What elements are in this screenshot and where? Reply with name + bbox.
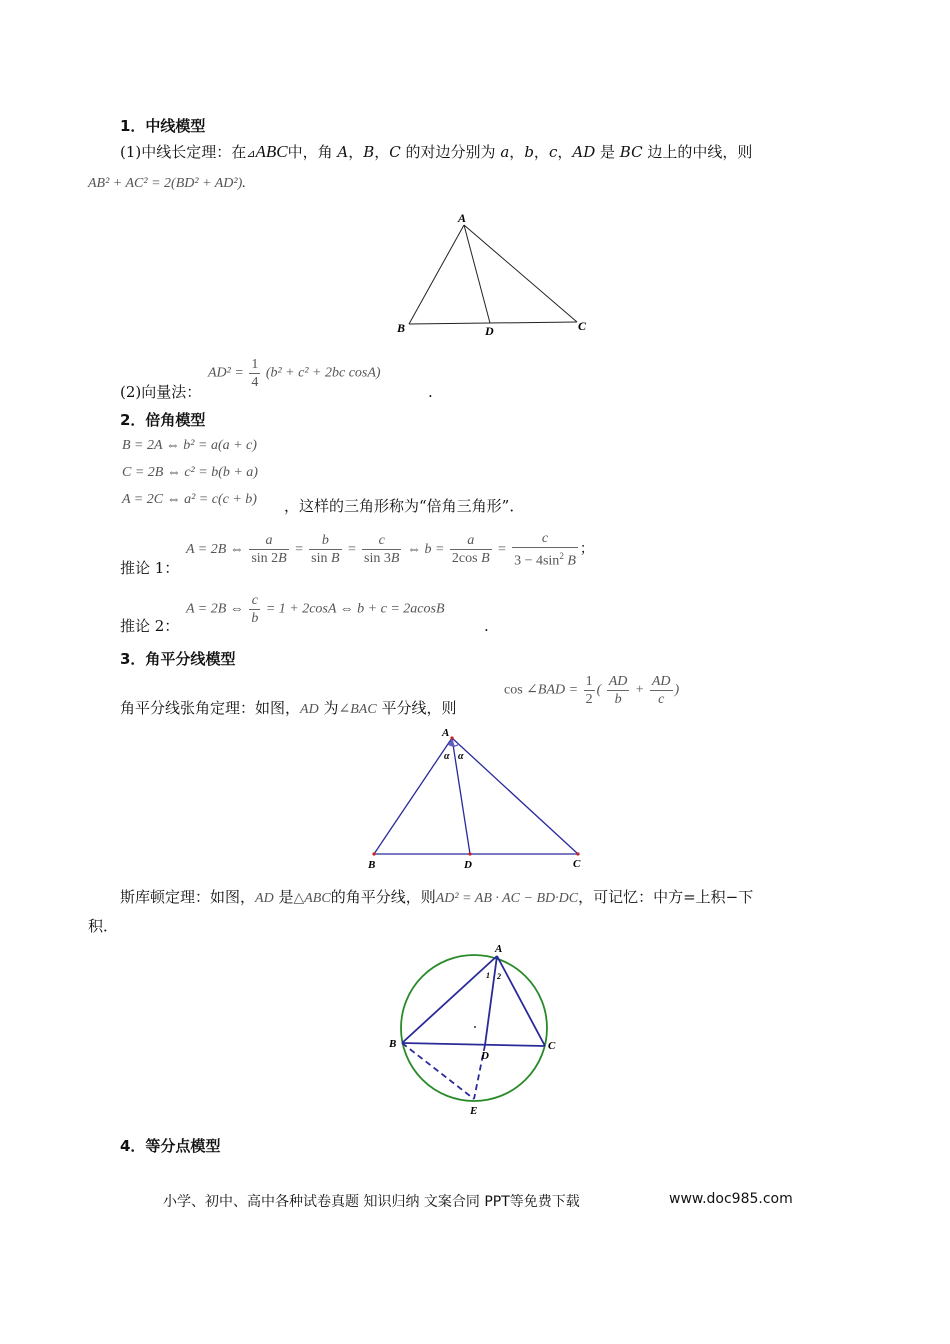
- vector-formula: AD² = $\frac{1}{4}$ (b² + c² + 2bc cosA): [208, 357, 381, 390]
- corollary-2-label: 推论 2：: [120, 617, 180, 635]
- label-c: C: [578, 319, 587, 333]
- median-triangle-figure: [395, 210, 595, 340]
- period: .: [428, 383, 433, 401]
- label-c: C: [548, 1040, 556, 1052]
- double-angle-formula-2: C = 2B ⇔ c² = b(b + a): [122, 465, 258, 480]
- median-text-part: (1)中线长定理：在: [120, 143, 247, 161]
- label-a: A: [442, 727, 450, 739]
- median-theorem-text: (1)中线长定理：在⊿ABC中，角 A，B，C 的对边分别为 a，b，c，AD 是 BC 边上的中线，则: [120, 142, 753, 161]
- median-text-part: 中，角: [287, 143, 333, 161]
- label-b: B: [368, 859, 376, 871]
- section-title-double-angle: 2．倍角模型: [120, 411, 206, 429]
- stewart-theorem-text: 斯库顿定理：如图，AD 是△ABC的角平分线，则AD² = AB · AC − BD·DC，可记忆：中方=上积−下: [120, 888, 754, 906]
- bisector-theorem-text: 角平分线张角定理：如图，AD 为∠BAC 平分线，则: [120, 699, 457, 717]
- label-c: C: [573, 858, 581, 870]
- section-title-equal-division: 4．等分点模型: [120, 1137, 221, 1155]
- label-alpha: α: [444, 751, 450, 762]
- label-d: D: [464, 859, 472, 871]
- vector-method-label: (2)向量法：: [120, 383, 202, 401]
- label-e: E: [470, 1105, 478, 1117]
- triangle-abc: ABC: [255, 142, 288, 161]
- footer-text: 小学、初中、高中各种试卷真题 知识归纳 文案合同 PPT等免费下载: [163, 1194, 580, 1210]
- section-title-median: 1．中线模型: [120, 117, 206, 135]
- label-alpha: α: [458, 751, 464, 762]
- label-b: B: [397, 321, 406, 335]
- double-angle-note: ，这样的三角形称为“倍角三角形”．: [284, 497, 525, 515]
- section-title-angle-bisector: 3．角平分线模型: [120, 650, 236, 668]
- median-text-part: 是: [600, 143, 616, 161]
- corollary-2-formula: A = 2B ⇔ $\frac{c}{b}$ = 1 + 2cosA ⇔ b + c = 2acosB: [186, 593, 445, 626]
- median-formula: AB² + AC² = 2(BD² + AD²).: [88, 176, 246, 191]
- stewart-circle-figure: [385, 940, 565, 1120]
- label-2: 2: [497, 972, 501, 981]
- label-d: D: [485, 324, 494, 338]
- corollary-1-formula: A = 2B ⇔ $\frac{a}{\sin 2B}$ = $\frac{b}{\text{sin B}}$ = $\frac{c}{\sin 3B}$ ⇔ b = $\frac{a}{\text{2cos B}}$ = $\frac{c}{3 - 4\sin^2 B}$ ；: [186, 531, 594, 569]
- period: .: [484, 617, 489, 635]
- double-angle-formula-1: B = 2A ⇔ b² = a(a + c): [122, 438, 257, 453]
- stewart-theorem-text-end: 积．: [88, 917, 119, 935]
- median-text-part: 的对边分别为: [405, 143, 496, 161]
- median-text-part: 边上的中线，则: [647, 143, 753, 161]
- corollary-1-label: 推论 1：: [120, 559, 180, 577]
- angle-bisector-figure: [362, 724, 592, 872]
- label-d: D: [481, 1050, 489, 1062]
- label-a: A: [495, 943, 503, 955]
- footer-url[interactable]: www.doc985.com: [669, 1191, 793, 1207]
- label-b: B: [389, 1038, 397, 1050]
- label-a: A: [458, 211, 467, 225]
- label-1: 1: [486, 971, 490, 980]
- double-angle-formula-3: A = 2C ⇔ a² = c(c + b): [122, 492, 257, 507]
- bisector-angle-formula: cos ∠BAD = $\frac{1}{2}$ ( $\frac{AD}{b}$ + $\frac{AD}{c}$ ): [504, 674, 680, 707]
